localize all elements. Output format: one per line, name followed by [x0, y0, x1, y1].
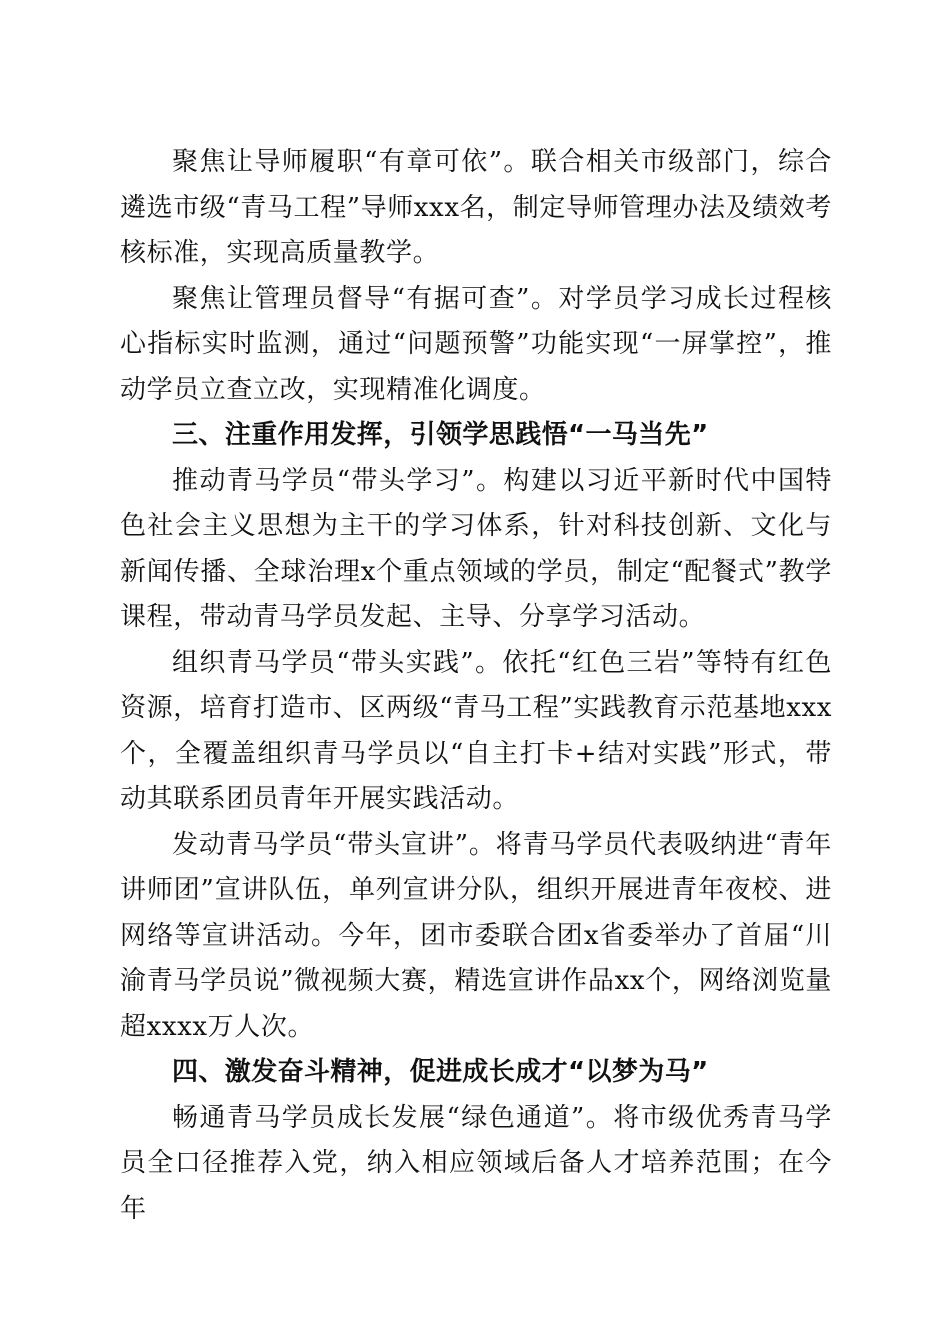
paragraph-mentor-rules: 聚焦让导师履职“有章可依”。联合相关市级部门，综合遴选市级“青马工程”导师xxx名，制定导师管理办法及绩效考核标准，实现高质量教学。: [120, 147, 832, 268]
document-body: [120, 140, 832, 1232]
paragraph-lead-practice: 组织青马学员“带头实践”。依托“红色三岩”等特有红色资源，培育打造市、区两级“青马工程”实践教育示范基地xxx个，全覆盖组织青马学员以“自主打卡+结对实践”形式，带动其联系团员青年开展实践活动。: [120, 647, 832, 814]
paragraph-lead-lecturing: 发动青马学员“带头宣讲”。将青马学员代表吸纳进“青年讲师团”宣讲队伍，单列宣讲分队，组织开展进青年夜校、进网络等宣讲活动。今年，团市委联合团x省委举办了首届“川渝青马学员说”微视频大赛，精选宣讲作品xx个，网络浏览量超xxxx万人次。: [120, 829, 832, 1042]
paragraph-admin-supervision: 聚焦让管理员督导“有据可查”。对学员学习成长过程核心指标实时监测，通过“问题预警”功能实现“一屏掌控”，推动学员立查立改，实现精准化调度。: [120, 283, 832, 405]
section-heading-3: 三、注重作用发挥，引领学思践悟“一马当先”: [172, 420, 709, 450]
paragraph-green-channel: 畅通青马学员成长发展“绿色通道”。将市级优秀青马学员全口径推荐入党，纳入相应领域后备人才培养范围；在今年: [120, 1102, 832, 1224]
paragraph-lead-learning: 推动青马学员“带头学习”。构建以习近平新时代中国特色社会主义思想为主干的学习体系，针对科技创新、文化与新闻传播、全球治理x个重点领域的学员，制定“配餐式”教学课程，带动青马学员发起、主导、分享学习活动。: [120, 465, 832, 632]
section-heading-4: 四、激发奋斗精神，促进成长成才“以梦为马”: [172, 1057, 709, 1087]
